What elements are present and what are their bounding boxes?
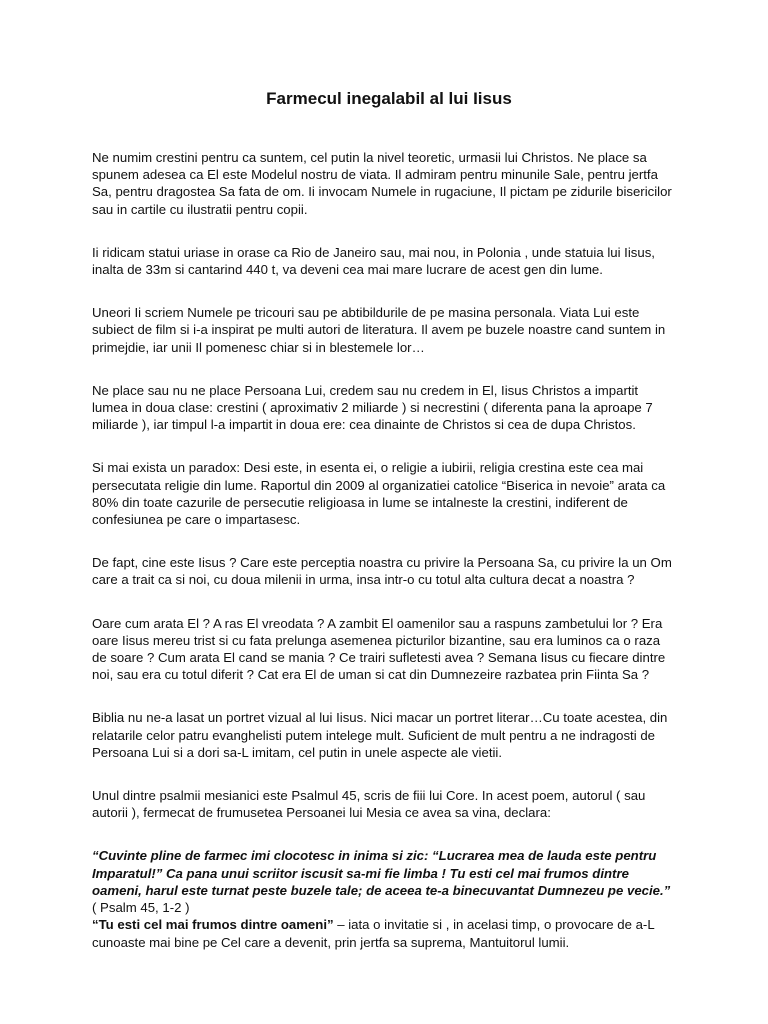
closing-bold-lead: “Tu esti cel mai frumos dintre oameni” (92, 917, 334, 933)
closing-paragraph (92, 916, 672, 950)
paragraph-9: Unul dintre psalmii mesianici este Psalmul 45, scris de fiii lui Core. In acest poem, autorul ( sau autorii ), fermecat de frumusetea Persoanei lui Mesia ce avea sa vina, declara: (92, 788, 646, 821)
paragraph-6: De fapt, cine este Iisus ? Care este perceptia noastra cu privire la Persoana Sa, cu privire la un Om care a trait ca si noi, cu doua milenii in urma, insa intr-o cu totul alta cultura decat a noastra ? (92, 555, 672, 588)
closing-text: – iata o invitatie si , in acelasi timp, o provocare de a-L cunoaste mai bine pe Cel care a devenit, prin jertfa sa suprema, Mantuitorul lumii. (92, 917, 655, 950)
psalm-quote-text: “Cuvinte pline de farmec imi clocotesc in inima si zic: “Lucrarea mea de lauda este pentru Imparatul!” Ca pana unui scriitor iscusit sa-mi fie limba ! Tu esti cel mai frumos dintre oameni, harul este turnat peste buzele tale; de aceea te-a binecuvantat Dumnezeu pe vecie.” (92, 848, 671, 898)
paragraph-2: Ii ridicam statui uriase in orase ca Rio de Janeiro sau, mai nou, in Polonia , unde statuia lui Iisus, inalta de 33m si cantarind 440 t, va deveni cea mai mare lucrare de acest gen din lume. (92, 244, 655, 278)
paragraph-5: Si mai exista un paradox: Desi este, in esenta ei, o religie a iubirii, religia crestina este cea mai persecutata religie din lume. Raportul din 2009 al organizatiei catolice “Biserica in nevoie” arata ca 80% din toate cazurile de persecutie religioasa in lume se intalneste la crestini, indiferent de confesiunea pe care o impartasesc. (92, 460, 666, 528)
paragraph-4: Ne place sau nu ne place Persoana Lui, credem sau nu credem in El, Iisus Christos a impartit lumea in doua clase: crestini ( aproximativ 2 miliarde ) si necrestini ( diferenta pana la aproape 7 miliarde ), iar timpul l-a impartit in doua ere: cea dinainte de Christos si cea de dupa Christos. (92, 382, 653, 433)
document-title: Farmecul inegalabil al lui Iisus (266, 89, 512, 108)
paragraph-1: Ne numim crestini pentru ca suntem, cel putin la nivel teoretic, urmasii lui Christos. Ne place sa spunem adesea ca El este Modelul nostru de viata. Il admiram pentru minunile Sale, pentru jertfa Sa, pentru dragostea Sa fata de om. Ii invocam Numele in rugaciune, Il pictam pe zidurile bisericilor sau in cartile cu ilustratii pentru copii. (92, 150, 672, 217)
paragraph-3: Uneori Ii scriem Numele pe tricouri sau pe abtibildurile de pe masina personala. Viata Lui este subiect de film si i-a inspirat pe multi autori de literatura. Il avem pe buzele noastre cand suntem in primejdie, iar unii Il pomenesc chiar si in blestemele lor… (92, 305, 666, 355)
paragraph-8: Biblia nu ne-a lasat un portret vizual al lui Iisus. Nici macar un portret literar…Cu toate acestea, din relatarile celor patru evanghelisti putem intelege mult. Suficient de mult pentru a ne indragosti de Persoana Lui si a dori sa-L imitam, cel putin in unele aspecte ale vietii. (92, 710, 668, 760)
paragraph-7: Oare cum arata El ? A ras El vreodata ? A zambit El oamenilor sau a raspuns zambetului lor ? Era oare Iisus mereu trist si cu fata prelunga asemenea picturilor bizantine, sau era luminos ca o raza de soare ? Cum arata El cand se mania ? Ce trairi sufletesti avea ? Semana Iisus cu fiecare dintre noi, sau era cu totul diferit ? Cat era El de uman si cat din Dumnezeire razbatea prin Fiinta Sa ? (92, 615, 666, 683)
psalm-quote (92, 847, 672, 916)
psalm-quote-reference: ( Psalm 45, 1-2 ) (92, 900, 190, 916)
